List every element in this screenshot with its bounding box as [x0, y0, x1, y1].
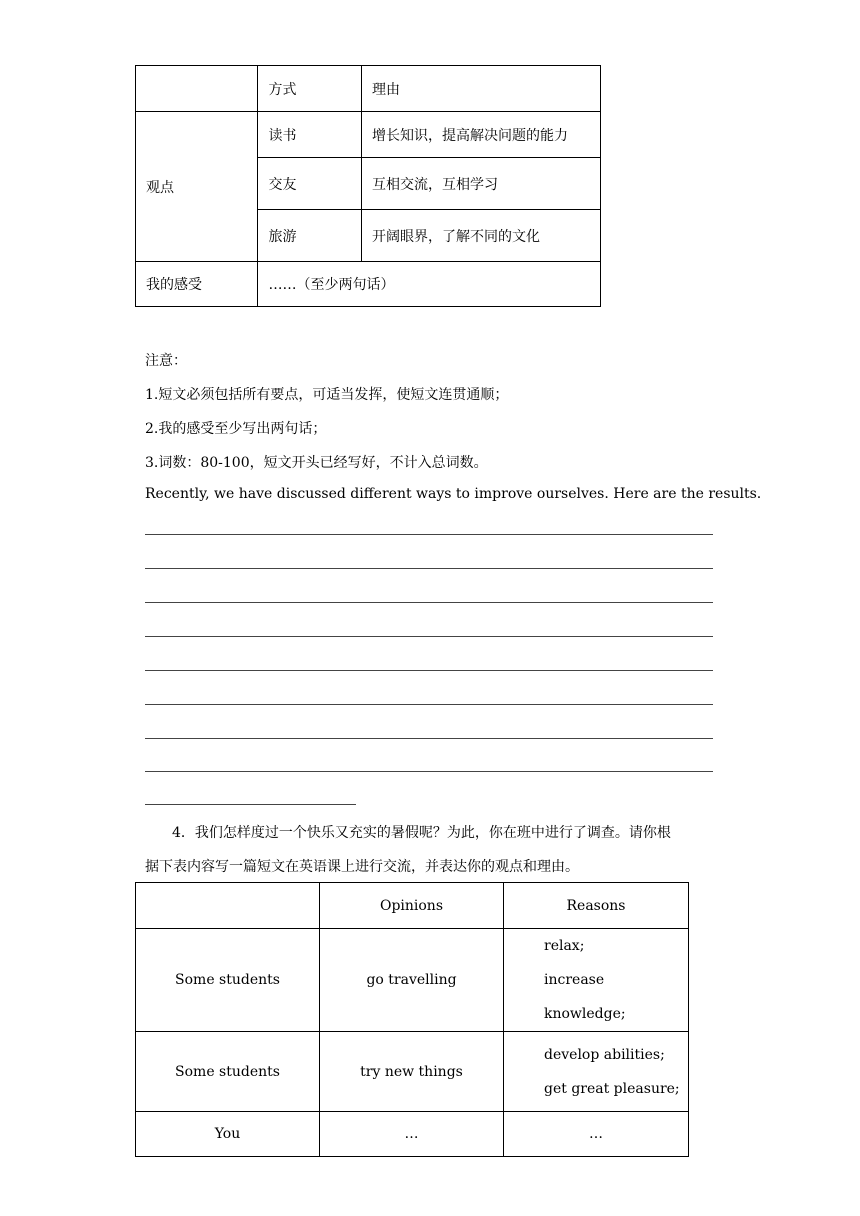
- table1-method-cell: 旅游: [258, 210, 362, 262]
- table2-reasons-cell: [504, 929, 689, 1032]
- reason-item: increase knowledge;: [544, 972, 626, 1022]
- answer-line-short[interactable]: [145, 804, 356, 805]
- table1-header-reason: 理由: [362, 66, 601, 112]
- table1-group-label: 观点: [136, 112, 258, 262]
- table2-corner-cell: [136, 883, 320, 929]
- note-item-1: 1.短文必须包括所有要点，可适当发挥，使短文连贯通顺；: [145, 387, 509, 403]
- essay-opening: Recently, we have discussed different ways to improve ourselves. Here are the results.: [145, 486, 762, 502]
- table1-feeling-value: ……（至少两句话）: [258, 262, 601, 307]
- table2-who-cell: Some students: [136, 1032, 320, 1112]
- answer-line[interactable]: [145, 636, 713, 637]
- table2-opinion-cell: try new things: [320, 1032, 504, 1112]
- answer-line[interactable]: [145, 602, 713, 603]
- summer-survey-table: [135, 882, 689, 1157]
- table2-who-cell: Some students: [136, 929, 320, 1032]
- answer-line[interactable]: [145, 534, 713, 535]
- table2-opinion-cell: go travelling: [320, 929, 504, 1032]
- reason-item: develop abilities;: [544, 1046, 665, 1063]
- table2-header-opinions: Opinions: [320, 883, 504, 929]
- reason-item: relax;: [544, 938, 585, 954]
- ways-table: [135, 65, 601, 307]
- note-item-3: 3.词数：80-100，短文开头已经写好，不计入总词数。: [145, 455, 488, 471]
- table1-header-method: 方式: [258, 66, 362, 112]
- question4-line1: 4．我们怎样度过一个快乐又充实的暑假呢？为此，你在班中进行了调查。请你根: [172, 825, 671, 841]
- reason-item: get great pleasure;: [544, 1080, 680, 1097]
- table1-feeling-label: 我的感受: [136, 262, 258, 307]
- table2-reasons-cell: …: [504, 1112, 689, 1157]
- note-item-2: 2.我的感受至少写出两句话；: [145, 421, 327, 437]
- table1-corner-cell: [136, 66, 258, 112]
- table1-reason-cell: 增长知识，提高解决问题的能力: [362, 112, 601, 158]
- table2-who-cell: You: [136, 1112, 320, 1157]
- table2-header-reasons: Reasons: [504, 883, 689, 929]
- table1-reason-cell: 开阔眼界，了解不同的文化: [362, 210, 601, 262]
- table1-method-cell: 交友: [258, 158, 362, 210]
- table2-reasons-cell: [504, 1032, 689, 1112]
- answer-line[interactable]: [145, 568, 713, 569]
- question4-line2: 据下表内容写一篇短文在英语课上进行交流，并表达你的观点和理由。: [145, 859, 579, 875]
- answer-line[interactable]: [145, 670, 713, 671]
- answer-line[interactable]: [145, 771, 713, 772]
- table1-reason-cell: 互相交流，互相学习: [362, 158, 601, 210]
- table1-method-cell: 读书: [258, 112, 362, 158]
- notes-title: 注意：: [145, 353, 187, 369]
- answer-line[interactable]: [145, 704, 713, 705]
- table2-opinion-cell: …: [320, 1112, 504, 1157]
- answer-line[interactable]: [145, 738, 713, 739]
